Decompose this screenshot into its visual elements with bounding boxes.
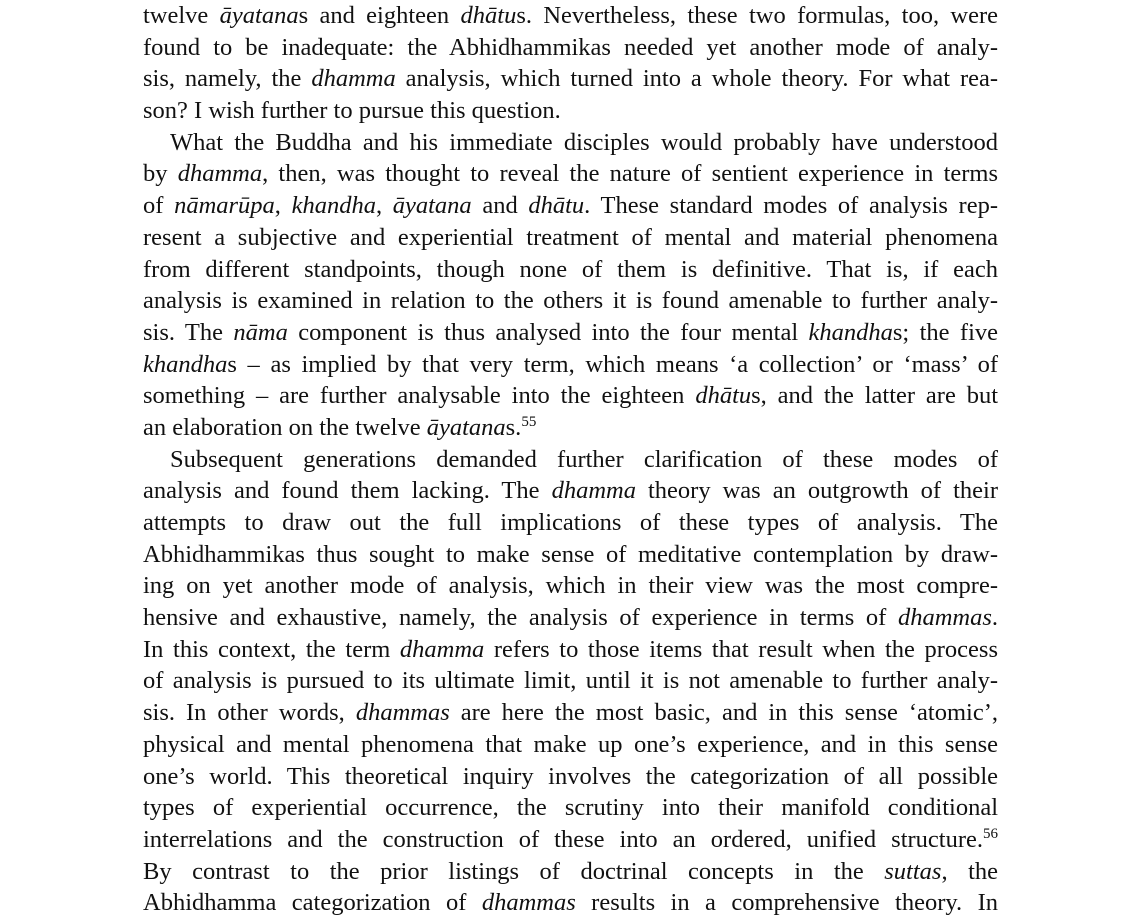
italic-term: dhammas [481,889,576,917]
text-run: s – as implied by that very term, which means ‘a collection’ or ‘mass’ of [227,350,998,378]
italic-term: dhātu [460,2,517,29]
text-run: one’s world. This theoretical inquiry involves the categorization of all possible [143,762,998,790]
text-line [143,665,998,697]
text-run: , [274,192,292,220]
italic-term: dhātu [528,192,585,220]
text-run: of [143,192,175,220]
text-run: In this context, the term [143,635,400,663]
text-line [143,222,998,254]
text-run: s. [505,413,522,441]
text-run: What the Buddha and his immediate disciples would probably have understood [170,128,998,156]
text-run: refers to those items that result when the process [484,635,998,663]
footnote-marker: 56 [983,825,998,842]
text-run: of analysis is pursued to its ultimate limit, until it is not amenable to further analy- [143,667,998,695]
text-line [143,95,998,127]
text-line [143,349,998,381]
italic-term: dhamma [399,635,485,663]
text-line [143,0,998,32]
italic-term: dhammas [355,699,450,727]
text-run: found to be inadequate: the Abhidhammikas needed yet another mode of analy- [143,33,998,61]
italic-term: suttas [884,857,942,885]
text-run: by [143,160,178,188]
text-run: Abhidhammikas thus sought to make sense of meditative contemplation by draw- [143,540,998,568]
italic-term: dhammas [897,604,992,632]
footnote-marker: 55 [521,413,537,430]
document-page [143,0,998,919]
text-line [143,824,998,856]
italic-term: khandha [291,192,376,220]
text-run: . These standard modes of analysis rep- [584,192,999,220]
text-run: , then, was thought to reveal the nature of sentient experience in terms [262,160,999,188]
text-run: Abhidhamma categorization of [143,889,482,917]
text-line [143,158,998,190]
italic-term: āyatana [392,192,472,220]
text-run: , the [941,857,998,885]
text-run: s, and the latter are but [751,382,998,410]
text-run: attempts to draw out the full implications of these types of analysis. The [143,509,998,536]
text-line [143,412,998,444]
text-run: twelve [143,2,220,29]
text-run: results in a comprehensive theory. In [575,889,999,917]
italic-term: dhamma [177,160,263,188]
text-line [143,507,998,539]
text-line [143,887,998,919]
text-run: Subsequent generations demanded further clarification of these modes of [170,445,998,473]
text-line [143,729,998,761]
text-line [143,63,998,95]
paragraph-p1 [143,0,998,127]
text-line [143,634,998,666]
text-run: By contrast to the prior listings of doctrinal concepts in the [143,857,885,885]
text-run: from different standpoints, though none of them is definitive. That is, if each [143,255,998,283]
text-line [143,285,998,317]
text-run: sis. The [143,318,234,346]
italic-term: dhamma [311,65,396,93]
text-run: s and eighteen [298,2,461,29]
text-line [143,697,998,729]
text-run: are here the most basic, and in this sense ‘atomic’, [449,699,999,727]
text-run: , [375,192,393,220]
text-run: something – are further analysable into the eighteen [143,382,696,410]
text-run: analysis is examined in relation to the others it is found amenable to further analy- [143,287,998,315]
text-run: types of experiential occurrence, the scrutiny into their manifold conditional [143,794,998,822]
text-run: hensive and exhaustive, namely, the analysis of experience in terms of [143,604,898,632]
italic-term: khandha [808,318,893,346]
text-line [143,444,998,476]
text-line [143,761,998,793]
text-run: analysis, which turned into a whole theory. For what rea- [395,65,999,93]
text-line [143,475,998,507]
paragraph-p3 [143,444,998,919]
text-line [143,32,998,64]
text-run: interrelations and the construction of these into an ordered, unified structure. [143,825,983,853]
italic-term: nāma [233,318,288,346]
text-line [143,254,998,286]
text-run: . [991,604,998,632]
text-run: s; the five [892,318,998,346]
italic-term: nāmarūpa [174,192,275,220]
italic-term: dhātu [695,382,752,410]
text-run: and [471,192,529,220]
italic-term: āyatana [426,413,506,441]
paragraph-p2 [143,127,998,444]
text-line [143,856,998,888]
text-run: component is thus analysed into the four mental [287,318,809,346]
text-run: s. Nevertheless, these two formulas, too, were [516,2,999,29]
italic-term: khandha [143,350,228,378]
text-line [143,539,998,571]
text-run: analysis and found them lacking. The [143,477,552,505]
text-run: resent a subjective and experiential treatment of mental and material phenomena [143,223,998,251]
text-run: sis. In other words, [143,699,356,727]
italic-term: āyatana [219,2,299,29]
text-line [143,127,998,159]
text-line [143,380,998,412]
text-run: sis, namely, the [143,65,312,93]
text-line [143,570,998,602]
text-line [143,602,998,634]
text-run: son? I wish further to pursue this question. [143,97,561,125]
text-run: theory was an outgrowth of their [635,477,999,505]
text-line [143,792,998,824]
italic-term: dhamma [551,477,636,505]
text-run: ing on yet another mode of analysis, which in their view was the most compre- [143,572,998,600]
text-run: physical and mental phenomena that make up one’s experience, and in this sense [143,730,998,758]
text-line [143,317,998,349]
text-line [143,190,998,222]
text-run: an elaboration on the twelve [143,413,427,441]
